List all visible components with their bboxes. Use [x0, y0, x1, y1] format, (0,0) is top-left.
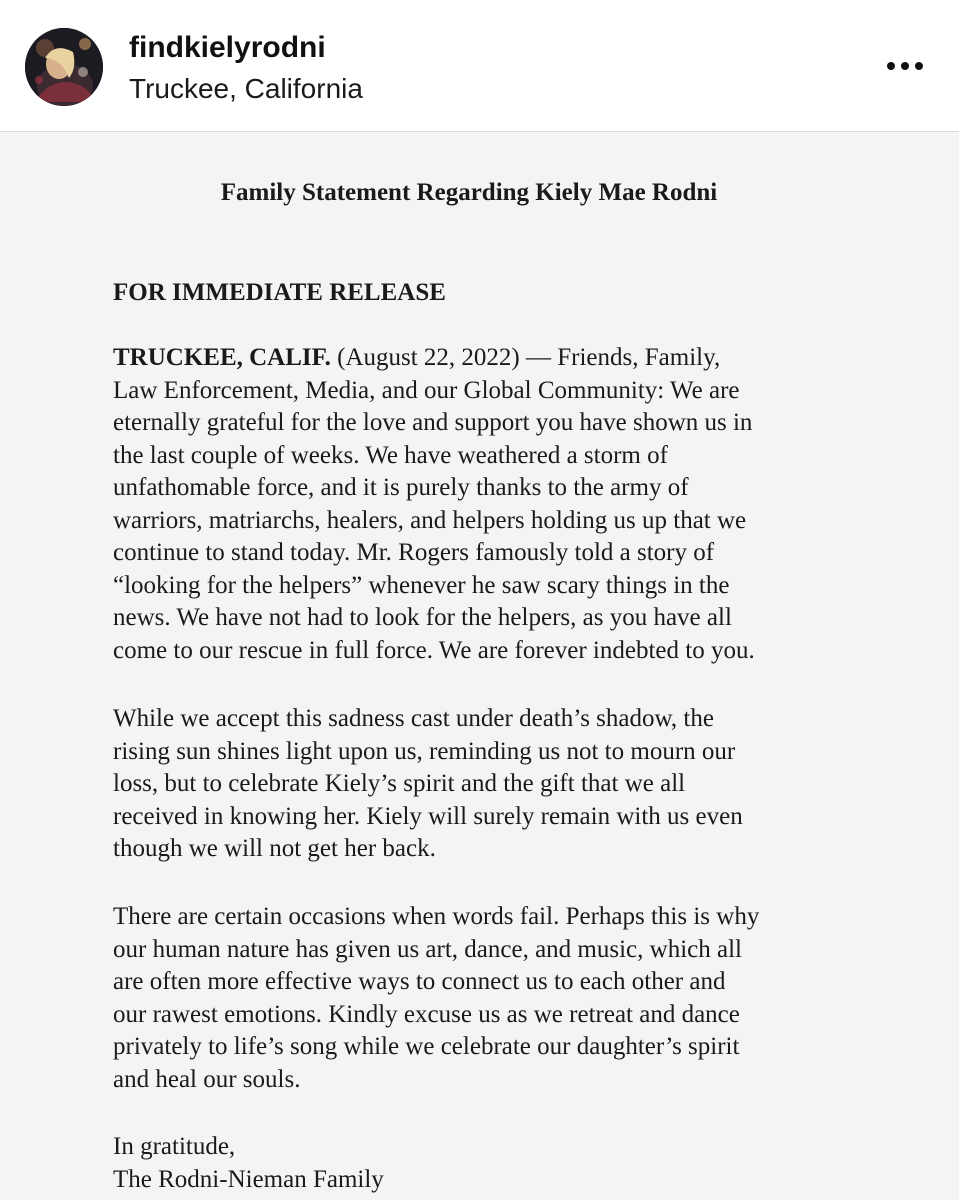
- release-label: FOR IMMEDIATE RELEASE: [113, 279, 446, 306]
- paragraph-line: though we will not get her back.: [113, 835, 436, 862]
- paragraph-line: news. We have not had to look for the helpers, as you have all: [113, 604, 732, 631]
- more-horizontal-icon: [887, 62, 895, 70]
- paragraph-line: “looking for the helpers” whenever he saw scary things in the: [113, 571, 730, 599]
- paragraph-line: rising sun shines light upon us, reminding us not to mourn our: [113, 737, 736, 765]
- paragraph-3: [113, 901, 853, 1096]
- dateline: TRUCKEE, CALIF.: [113, 344, 331, 371]
- paragraph-line: are often more effective ways to connect us to each other and: [113, 968, 726, 995]
- closing-salutation: In gratitude,: [113, 1133, 236, 1160]
- document-title: Family Statement Regarding Kiely Mae Rodni: [220, 179, 718, 206]
- paragraph-line: our rawest emotions. Kindly excuse us as we retreat and dance: [113, 1000, 740, 1028]
- paragraph-line: the last couple of weeks. We have weathered a storm of: [113, 441, 668, 469]
- profile-avatar[interactable]: [25, 28, 103, 106]
- post-username[interactable]: findkielyrodni: [129, 31, 326, 64]
- paragraph-line: While we accept this sadness cast under death’s shadow, the: [113, 705, 714, 732]
- paragraph-line: and heal our souls.: [113, 1065, 301, 1093]
- avatar-photo-icon: [25, 28, 103, 106]
- paragraph-line: [113, 342, 853, 375]
- paragraph-line: eternally grateful for the love and support you have shown us in: [113, 409, 753, 436]
- paragraph-line: received in knowing her. Kiely will surely remain with us even: [113, 802, 743, 830]
- closing-signature: The Rodni-Nieman Family: [113, 1165, 384, 1193]
- more-options-button[interactable]: [872, 44, 938, 88]
- paragraph-1: [113, 342, 853, 667]
- paragraph-line: There are certain occasions when words fail. Perhaps this is why: [113, 903, 760, 930]
- paragraph-line: continue to stand today. Mr. Rogers famously told a story of: [113, 539, 715, 566]
- more-horizontal-icon-dot-2: [901, 62, 909, 70]
- paragraph-line: Law Enforcement, Media, and our Global Community: We are: [113, 376, 740, 404]
- paragraph-line: come to our rescue in full force. We are forever indebted to you.: [113, 636, 755, 664]
- post-image[interactable]: [0, 132, 959, 1200]
- paragraph-line: loss, but to celebrate Kiely’s spirit and the gift that we all: [113, 770, 686, 797]
- paragraph-line: our human nature has given us art, dance, and music, which all: [113, 935, 742, 963]
- paragraph-2: [113, 703, 853, 866]
- closing: [113, 1131, 853, 1196]
- more-horizontal-icon-dot-3: [915, 62, 923, 70]
- paragraph-line: warriors, matriarchs, healers, and helpers holding us up that we: [113, 506, 747, 534]
- post-location[interactable]: Truckee, California: [129, 73, 363, 104]
- paragraph-line: unfathomable force, and it is purely thanks to the army of: [113, 474, 689, 501]
- post-header: [0, 0, 959, 132]
- dateline-rest: (August 22, 2022) — Friends, Family,: [330, 344, 721, 371]
- paragraph-line: privately to life’s song while we celebrate our daughter’s spirit: [113, 1033, 740, 1060]
